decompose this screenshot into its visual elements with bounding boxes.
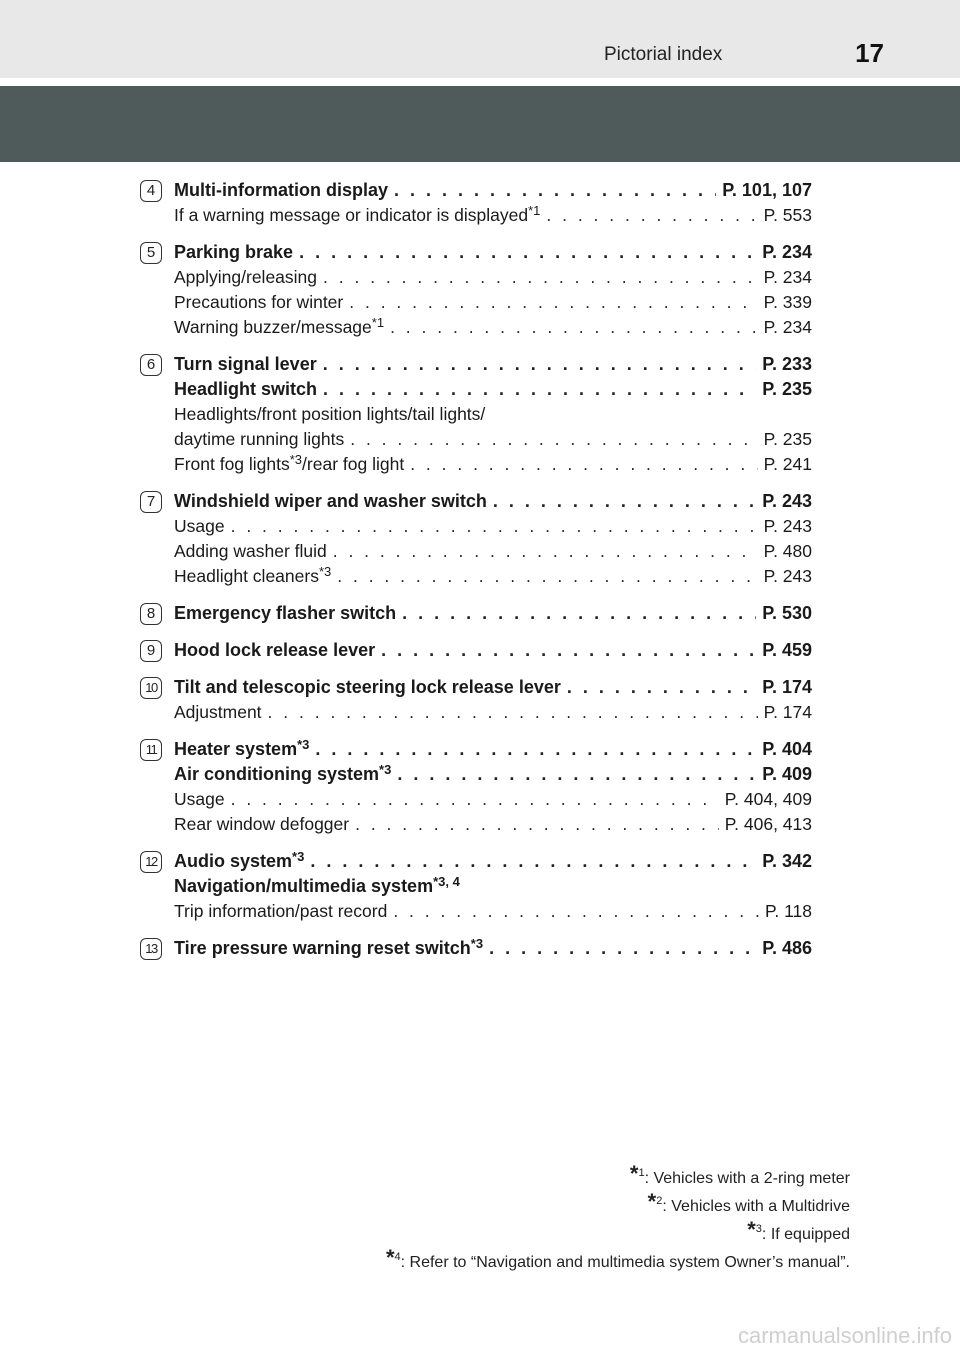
page-reference[interactable]: P. 404 [762, 739, 812, 759]
dot-leader [268, 700, 758, 725]
index-entry[interactable] [174, 352, 812, 377]
entry-label [174, 638, 375, 663]
footnote-star: * [647, 1189, 657, 1214]
page-reference[interactable]: P. 243 [763, 566, 812, 586]
entry-label-text: Usage [174, 789, 225, 809]
entry-label [174, 290, 343, 315]
footnote-text: : Vehicles with a 2-ring meter [644, 1170, 850, 1187]
footnote-text: : Refer to “Navigation and multimedia system Owner’s manual”. [400, 1254, 850, 1271]
page-reference[interactable]: P. 486 [762, 938, 812, 958]
dot-leader [402, 601, 756, 626]
footnote-marker: *3 [470, 936, 484, 951]
index-group [140, 178, 812, 228]
entry-label [174, 849, 304, 874]
index-entry[interactable] [174, 737, 812, 762]
entry-label-text: Applying/releasing [174, 267, 318, 287]
entry-label-text: Turn signal lever [174, 354, 317, 374]
entry-label [174, 315, 384, 340]
dot-leader [349, 290, 757, 315]
index-entry[interactable] [174, 489, 812, 514]
entry-label [174, 564, 331, 589]
index-subentry[interactable] [174, 514, 812, 539]
page-reference[interactable]: P. 339 [763, 292, 812, 312]
index-subentry[interactable] [174, 427, 812, 452]
entry-label-text: Adding washer fluid [174, 541, 327, 561]
dot-leader [323, 352, 757, 377]
entry-label-text: Air conditioning system [174, 764, 380, 784]
index-subentry[interactable] [174, 564, 812, 589]
footnote-marker: *1 [528, 203, 541, 218]
watermark: carmanualsonline.info [737, 1323, 952, 1348]
index-entry[interactable] [174, 377, 812, 402]
dot-leader [381, 638, 756, 663]
item-number-badge: 5 [140, 242, 162, 264]
index-group [140, 352, 812, 477]
index-subentry[interactable] [174, 539, 812, 564]
page-reference[interactable]: P. 234 [763, 267, 812, 287]
entry-label-text: Adjustment [174, 702, 262, 722]
dot-leader [315, 737, 756, 762]
index-entry[interactable] [174, 638, 812, 663]
entry-label-text: Headlight switch [174, 379, 318, 399]
dot-leader [390, 315, 758, 340]
entry-label-text: Emergency flasher switch [174, 603, 397, 623]
dot-leader [355, 812, 719, 837]
page-reference[interactable]: P. 241 [763, 454, 812, 474]
footnote-text: : Vehicles with a Multidrive [662, 1198, 850, 1215]
entry-label [174, 936, 483, 961]
index-subentry[interactable] [174, 787, 812, 812]
index-subentry[interactable] [174, 290, 812, 315]
page-reference[interactable]: P. 409 [762, 764, 812, 784]
index-entry[interactable] [174, 762, 812, 787]
footnote-star: * [747, 1217, 756, 1242]
footnote-marker: *3 [297, 737, 310, 752]
entry-label-text: Trip information/past record [174, 901, 388, 921]
index-subentry[interactable] [174, 452, 812, 477]
item-number-badge: 11 [140, 739, 162, 761]
footnote-number: 3 [755, 1223, 762, 1235]
page-reference[interactable]: P. 406, 413 [724, 814, 812, 834]
index-subentry[interactable] [174, 899, 812, 924]
footnote-marker: *3, 4 [433, 874, 460, 889]
entry-label [174, 874, 460, 899]
entry-label-text: Windshield wiper and washer switch [174, 491, 487, 511]
index-subentry[interactable] [174, 203, 812, 228]
page-reference[interactable]: P. 480 [763, 541, 812, 561]
entry-label [174, 539, 327, 564]
footnote-marker: *1 [371, 315, 385, 330]
page-reference[interactable]: P. 234 [762, 242, 812, 262]
entry-label [174, 700, 262, 725]
footnote [386, 1246, 850, 1274]
entry-label [174, 452, 404, 477]
dot-leader [299, 240, 756, 265]
page-reference[interactable]: P. 404, 409 [724, 789, 812, 809]
entry-label-text: Headlight cleaners [174, 566, 319, 586]
index-entry[interactable] [174, 936, 812, 961]
entry-label [174, 203, 540, 228]
entry-label-text: Tire pressure warning reset switch [174, 938, 471, 958]
entry-label-text: Heater system [174, 739, 298, 759]
item-number-badge: 10 [140, 677, 162, 699]
dot-leader [394, 178, 716, 203]
index-group [140, 489, 812, 589]
index-entry[interactable] [174, 849, 812, 874]
index-subentry[interactable] [174, 265, 812, 290]
entry-label [174, 675, 561, 700]
page-reference[interactable]: P. 553 [763, 205, 812, 225]
header-band [0, 86, 960, 162]
index-entry[interactable] [174, 874, 812, 899]
entry-label [174, 899, 387, 924]
page-reference[interactable]: P. 101, 107 [722, 180, 812, 200]
dot-leader [323, 265, 758, 290]
index-entry[interactable] [174, 601, 812, 626]
footnote-number: 4 [394, 1251, 401, 1263]
index-group [140, 936, 812, 961]
page-number: 17 [855, 38, 884, 68]
pictorial-index-list [140, 178, 812, 973]
index-entry[interactable] [174, 178, 812, 203]
entry-label [174, 787, 225, 812]
dot-leader [393, 899, 759, 924]
entry-label [174, 427, 344, 452]
item-number-badge: 12 [140, 851, 162, 873]
entry-label-text: Tilt and telescopic steering lock release lever [174, 677, 561, 697]
footnote-number: 1 [638, 1167, 645, 1179]
index-group [140, 240, 812, 340]
entry-label [174, 601, 396, 626]
entry-label-text: Rear window defogger [174, 814, 350, 834]
dot-leader [489, 936, 756, 961]
footnote-marker: *3 [379, 762, 392, 777]
entry-label [174, 265, 317, 290]
footnote-marker: *3 [318, 564, 332, 579]
entry-label [174, 762, 391, 787]
footnote-star: * [385, 1245, 395, 1270]
footnote-number: 2 [656, 1195, 663, 1207]
dot-leader [350, 427, 757, 452]
entry-label-text: Audio system [174, 851, 293, 871]
entry-label [174, 402, 485, 427]
item-number-badge: 7 [140, 491, 162, 513]
entry-label-text: Multi-information display [174, 180, 388, 200]
entry-label-text: Headlights/front position lights/tail lights/ [174, 404, 486, 424]
entry-label-text: Usage [174, 516, 225, 536]
index-subentry[interactable] [174, 315, 812, 340]
page-reference[interactable]: P. 530 [762, 603, 812, 623]
index-group [140, 675, 812, 725]
dot-leader [397, 762, 756, 787]
entry-label-text: daytime running lights [174, 429, 345, 449]
item-number-badge: 9 [140, 640, 162, 662]
index-group [140, 601, 812, 626]
item-number-badge: 6 [140, 354, 162, 376]
dot-leader [333, 539, 758, 564]
page-reference[interactable]: P. 174 [762, 677, 812, 697]
page-reference[interactable]: P. 234 [763, 317, 812, 337]
entry-label-text: If a warning message or indicator is displayed [174, 205, 529, 225]
index-group [140, 849, 812, 924]
page-reference[interactable]: P. 459 [762, 640, 812, 660]
item-number-badge: 13 [140, 938, 162, 960]
entry-label-text: Navigation/multimedia system [174, 876, 434, 896]
footnote-star: * [629, 1161, 639, 1186]
index-group [140, 737, 812, 837]
footnote-text: : If equipped [761, 1226, 850, 1243]
entry-label [174, 178, 388, 203]
footnote [386, 1218, 850, 1246]
footnote [386, 1162, 850, 1190]
page-reference[interactable]: P. 118 [764, 901, 812, 921]
entry-label [174, 489, 487, 514]
page-reference[interactable]: P. 243 [762, 491, 812, 511]
section-title: Pictorial index [604, 44, 723, 65]
index-entry[interactable] [174, 240, 812, 265]
footnote-marker: *3 [292, 849, 305, 864]
item-number-badge: 4 [140, 180, 162, 202]
dot-leader [546, 203, 757, 228]
page-reference[interactable]: P. 174 [763, 702, 812, 722]
page-reference[interactable]: P. 235 [763, 429, 812, 449]
page-reference[interactable]: P. 233 [762, 354, 812, 374]
entry-label-tail: /rear fog light [302, 454, 405, 474]
footnotes [386, 1162, 850, 1274]
footnote-marker: *3 [289, 452, 303, 467]
entry-label [174, 812, 349, 837]
dot-leader [310, 849, 756, 874]
index-subentry[interactable] [174, 812, 812, 837]
index-entry[interactable] [174, 675, 812, 700]
page-reference[interactable]: P. 342 [762, 851, 812, 871]
entry-label-text: Precautions for winter [174, 292, 344, 312]
entry-label-text: Warning buzzer/message [174, 317, 372, 337]
dot-leader [567, 675, 756, 700]
entry-label-text: Hood lock release lever [174, 640, 376, 660]
footnote [386, 1190, 850, 1218]
item-number-badge: 8 [140, 603, 162, 625]
page-reference[interactable]: P. 235 [762, 379, 812, 399]
dot-leader [231, 514, 758, 539]
dot-leader [410, 452, 757, 477]
entry-label [174, 514, 225, 539]
index-subentry[interactable] [174, 700, 812, 725]
entry-label [174, 352, 317, 377]
dot-leader [323, 377, 756, 402]
index-subentry[interactable] [174, 402, 812, 427]
entry-label-text: Parking brake [174, 242, 294, 262]
entry-label [174, 737, 309, 762]
dot-leader [493, 489, 756, 514]
entry-label [174, 377, 317, 402]
dot-leader [231, 787, 719, 812]
entry-label [174, 240, 293, 265]
dot-leader [337, 564, 757, 589]
page-reference[interactable]: P. 243 [763, 516, 812, 536]
entry-label-text: Front fog lights [174, 454, 290, 474]
index-group [140, 638, 812, 663]
